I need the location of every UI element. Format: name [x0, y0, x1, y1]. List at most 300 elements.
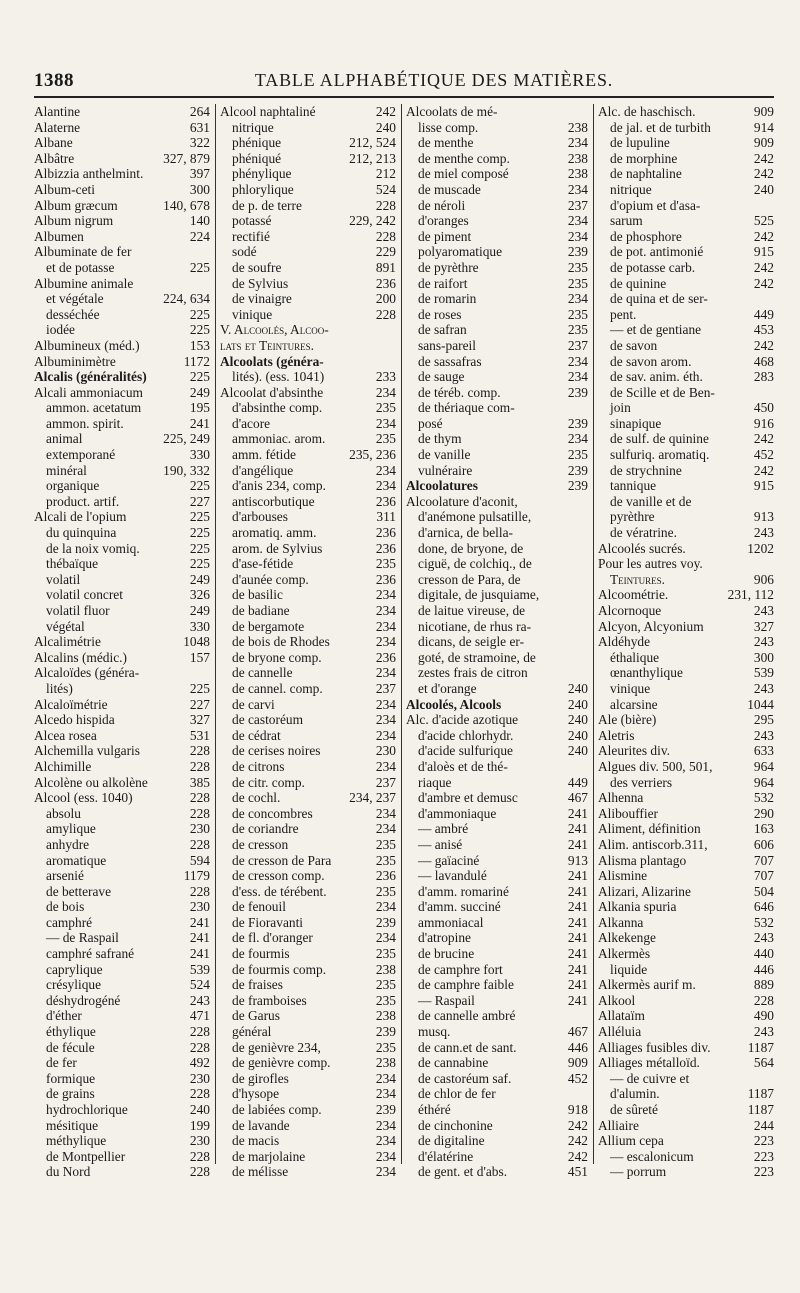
index-term: — escalonicum [610, 1148, 694, 1164]
index-page-ref: 234 [375, 384, 396, 400]
index-entry [34, 135, 210, 151]
index-term: de Fioravanti [232, 914, 304, 930]
index-page-ref: 243 [753, 727, 774, 743]
index-entry [34, 1118, 210, 1134]
index-page-ref: 234 [567, 213, 588, 229]
index-page-ref: 239 [375, 1024, 396, 1040]
index-term: de cannelle ambré [418, 1008, 516, 1024]
index-page-ref: 234 [567, 135, 588, 151]
index-entry [34, 431, 210, 447]
index-page-ref: 212, 524 [349, 135, 396, 151]
index-page-ref: 230 [189, 899, 210, 915]
index-entry [598, 603, 774, 619]
index-page-ref: 236 [375, 868, 396, 884]
index-entry [406, 307, 588, 323]
index-entry [598, 229, 774, 245]
index-page-ref: 452 [567, 1070, 588, 1086]
index-term: de cannel. comp. [232, 680, 323, 696]
index-page-ref: 237 [567, 337, 588, 353]
index-page-ref: 631 [189, 119, 210, 135]
index-entry [34, 853, 210, 869]
index-term: Alcoolés, Alcools [406, 696, 502, 712]
index-entry [220, 868, 396, 884]
index-page-ref: 539 [189, 961, 210, 977]
index-entry [220, 1164, 396, 1180]
index-entry [34, 1071, 210, 1087]
index-term: d'anémone pulsatille, [418, 509, 532, 525]
index-page-ref: 397 [189, 166, 210, 182]
index-page-ref: 239 [567, 415, 588, 431]
index-page-ref: 235 [375, 556, 396, 572]
index-entry [406, 946, 588, 962]
index-entry [220, 1133, 396, 1149]
index-term: — lavandulé [418, 868, 487, 884]
index-term: œnanthylique [610, 665, 683, 681]
index-term: lats et Teintures. [220, 337, 314, 353]
index-term: cresson de Para, de [418, 571, 521, 587]
index-entry [220, 572, 396, 588]
index-term: de fécule [46, 1039, 95, 1055]
index-term: arsenié [46, 868, 84, 884]
index-page-ref: 228 [189, 805, 210, 821]
index-page-ref: 440 [753, 946, 774, 962]
index-term: Alcedo hispida [34, 712, 115, 728]
index-entry [598, 650, 774, 666]
index-page-ref: 190, 332 [163, 462, 210, 478]
index-term: Albumen [34, 228, 84, 244]
index-page-ref: 234 [375, 696, 396, 712]
index-page-ref: 889 [753, 977, 774, 993]
page-number: 1388 [34, 70, 74, 91]
index-term: Alliages métalloïd. [598, 1055, 700, 1071]
index-term: de naphtaline [610, 166, 682, 182]
index-entry [34, 182, 210, 198]
index-entry [34, 307, 210, 323]
index-term: de morphine [610, 150, 678, 166]
index-term: product. artif. [46, 493, 120, 509]
index-entry [34, 930, 210, 946]
index-page-ref: 707 [753, 852, 774, 868]
index-term: formique [46, 1070, 96, 1086]
index-page-ref: 227 [189, 493, 210, 509]
index-term: Alisma plantago [598, 852, 687, 868]
index-entry [220, 463, 396, 479]
index-entry [406, 790, 588, 806]
index-page-ref: 909 [753, 104, 774, 119]
index-term: Alcaloïdes (généra- [34, 665, 140, 681]
index-page-ref: 234 [375, 727, 396, 743]
index-page-ref: 490 [753, 1008, 774, 1024]
index-entry [34, 962, 210, 978]
index-page-ref: 241 [567, 930, 588, 946]
index-entry [34, 229, 210, 245]
index-entry [220, 837, 396, 853]
index-page-ref: 241 [189, 914, 210, 930]
index-term: de romarin [418, 291, 477, 307]
index-entry [220, 728, 396, 744]
index-page-ref: 239 [567, 244, 588, 260]
index-term: de girofles [232, 1070, 289, 1086]
index-term: de bryone comp. [232, 649, 322, 665]
index-term: nitrique [610, 181, 652, 197]
index-page-ref: 234 [567, 353, 588, 369]
index-term: d'ambre et demusc [418, 790, 518, 806]
index-term: d'anis 234, comp. [232, 478, 326, 494]
index-entry [406, 853, 588, 869]
index-entry [406, 135, 588, 151]
index-term: — Raspail [418, 992, 475, 1008]
index-page-ref: 225 [189, 680, 210, 696]
index-entry [598, 478, 774, 494]
index-term: vinique [232, 306, 273, 322]
index-term: lités) [46, 680, 73, 696]
index-term: tannique [610, 478, 657, 494]
index-term: et de potasse [46, 259, 115, 275]
index-entry [220, 338, 396, 354]
index-entry [406, 431, 588, 447]
index-page-ref: 242 [375, 104, 396, 119]
index-term: Alliaire [598, 1117, 639, 1133]
index-page-ref: 228 [375, 228, 396, 244]
index-entry [406, 447, 588, 463]
index-term: de phosphore [610, 228, 682, 244]
index-term: Alhenna [598, 790, 644, 806]
index-entry [598, 525, 774, 541]
index-page-ref: 234 [375, 462, 396, 478]
index-term: de cédrat [232, 727, 281, 743]
index-term: Alcoolature d'aconit, [406, 493, 518, 509]
index-term: Albâtre [34, 150, 75, 166]
index-entry [220, 556, 396, 572]
index-term: done, de bryone, de [418, 540, 524, 556]
index-page-ref: 449 [753, 306, 774, 322]
index-term: de fourmis [232, 946, 290, 962]
index-page-ref: 633 [753, 743, 774, 759]
index-page-ref: 606 [753, 836, 774, 852]
index-entry [220, 276, 396, 292]
index-page-ref: 140 [189, 213, 210, 229]
index-page-ref: 234 [567, 369, 588, 385]
index-page-ref: 195 [189, 400, 210, 416]
index-term: camphré safrané [46, 946, 135, 962]
index-term: de cochl. [232, 790, 281, 806]
index-entry [406, 1133, 588, 1149]
index-term: sodé [232, 244, 257, 260]
index-term: Alcoolats (généra- [220, 353, 324, 369]
index-term: sulfuriq. aromatiq. [610, 447, 710, 463]
index-entry [220, 697, 396, 713]
index-entry [406, 120, 588, 136]
index-entry [34, 104, 210, 120]
index-page-ref: 1187 [747, 1102, 774, 1117]
index-entry [220, 494, 396, 510]
index-page-ref: 228 [189, 1086, 210, 1102]
index-term: de marjolaine [232, 1148, 306, 1164]
index-page-ref: 238 [375, 1055, 396, 1071]
index-page-ref: 327, 879 [163, 150, 210, 166]
index-term: nicotiane, de rhus ra- [418, 618, 532, 634]
index-term: aromatique [46, 852, 107, 868]
index-entry [34, 151, 210, 167]
index-entry [598, 1118, 774, 1134]
index-entry [220, 431, 396, 447]
index-term: Alantine [34, 104, 81, 119]
index-column-4 [598, 104, 774, 1180]
index-entry [598, 587, 774, 603]
index-page-ref: 234 [375, 1070, 396, 1086]
index-entry [406, 1164, 588, 1180]
index-term: de lupuline [610, 135, 670, 151]
index-page-ref: 243 [753, 634, 774, 650]
index-term: Alim. antiscorb.311, [598, 836, 708, 852]
index-term: ciguë, de colchiq., de [418, 556, 532, 572]
index-term: de labiées comp. [232, 1102, 322, 1117]
index-term: de castoréum saf. [418, 1070, 512, 1086]
index-page-ref: 235 [375, 883, 396, 899]
index-page-ref: 1202 [747, 540, 774, 556]
index-term: et d'orange [418, 680, 477, 696]
index-entry [220, 884, 396, 900]
index-page-ref: 241 [189, 930, 210, 946]
index-page-ref: 1048 [183, 634, 210, 650]
index-entry [406, 213, 588, 229]
index-page-ref: 234 [375, 415, 396, 431]
index-entry [34, 276, 210, 292]
index-page-ref: 163 [753, 821, 774, 837]
index-term: de cinchonine [418, 1117, 493, 1133]
index-term: de coriandre [232, 821, 299, 837]
index-term: Albuminimètre [34, 353, 116, 369]
index-term: de fl. d'oranger [232, 930, 313, 946]
index-page-ref: 915 [753, 478, 774, 494]
index-page-ref: 707 [753, 868, 774, 884]
index-term: de cannelle [232, 665, 293, 681]
index-term: de muscade [418, 181, 481, 197]
index-page-ref: 235 [567, 322, 588, 338]
index-page-ref: 225, 249 [163, 431, 210, 447]
index-term: phlorylique [232, 181, 294, 197]
index-term: d'ase-fétide [232, 556, 294, 572]
index-page-ref: 1187 [747, 1039, 774, 1055]
index-term: de carvi [232, 696, 275, 712]
index-term: des verriers [610, 774, 673, 790]
index-page-ref: 225 [189, 556, 210, 572]
index-page-ref: 236 [375, 540, 396, 556]
index-page-ref: 140, 678 [163, 197, 210, 213]
index-term: Alléluia [598, 1024, 642, 1040]
index-term: Alkania spuria [598, 899, 677, 915]
index-entry [406, 1071, 588, 1087]
index-page-ref: 234 [375, 1086, 396, 1102]
index-page-ref: 230 [189, 1070, 210, 1086]
index-term: d'aloès et de thé- [418, 758, 508, 774]
index-page-ref: 594 [189, 852, 210, 868]
index-page-ref: 235 [375, 431, 396, 447]
index-entry [598, 463, 774, 479]
index-entry [406, 494, 588, 510]
index-entry [598, 1164, 774, 1180]
index-page-ref: 153 [189, 337, 210, 353]
index-term: Aletris [598, 727, 635, 743]
index-term: d'angélique [232, 462, 294, 478]
index-page-ref: 241 [567, 836, 588, 852]
index-entry [34, 712, 210, 728]
index-page-ref: 234 [375, 821, 396, 837]
index-term: de sassafras [418, 353, 482, 369]
index-term: Alcool (ess. 1040) [34, 790, 133, 806]
index-entry [220, 120, 396, 136]
index-entry [34, 587, 210, 603]
index-term: — gaïaciné [418, 852, 480, 868]
index-entry [406, 166, 588, 182]
index-entry [598, 307, 774, 323]
index-page-ref: 238 [567, 150, 588, 166]
index-entry [598, 1040, 774, 1056]
index-entry [598, 837, 774, 853]
index-term: de savon [610, 337, 658, 353]
index-page-ref: 233 [375, 369, 396, 385]
index-page-ref: 228 [375, 306, 396, 322]
index-page-ref: 241 [567, 977, 588, 993]
index-page-ref: 918 [567, 1102, 588, 1117]
index-term: de savon arom. [610, 353, 692, 369]
index-column-1 [34, 104, 210, 1180]
index-term: de safran [418, 322, 467, 338]
index-entry [406, 1040, 588, 1056]
index-term: organique [46, 478, 100, 494]
index-entry [220, 759, 396, 775]
index-page-ref: 241 [567, 868, 588, 884]
index-entry [598, 853, 774, 869]
index-page-ref: 225 [189, 540, 210, 556]
index-page-ref: 249 [189, 571, 210, 587]
index-page-ref: 235 [375, 946, 396, 962]
index-entry [406, 463, 588, 479]
index-term: minéral [46, 462, 87, 478]
index-entry [406, 322, 588, 338]
index-entry [406, 915, 588, 931]
index-entry [220, 681, 396, 697]
index-term: d'aunée comp. [232, 571, 309, 587]
index-page-ref: 300 [753, 649, 774, 665]
index-term: dicans, de seigle er- [418, 634, 525, 650]
index-entry [34, 868, 210, 884]
index-term: de sûreté [610, 1102, 658, 1117]
index-page-ref: 532 [753, 914, 774, 930]
index-entry [34, 681, 210, 697]
index-entry [598, 572, 774, 588]
index-term: de bois de Rhodes [232, 634, 330, 650]
index-entry [598, 899, 774, 915]
index-term: Alaterne [34, 119, 81, 135]
index-page-ref: 234 [375, 618, 396, 634]
index-term: de cresson [232, 836, 289, 852]
index-entry [598, 806, 774, 822]
index-page-ref: 238 [567, 166, 588, 182]
index-entry [598, 962, 774, 978]
index-page-ref: 241 [567, 961, 588, 977]
index-entry [598, 120, 774, 136]
index-term: anhydre [46, 836, 90, 852]
index-term: Alcoométrie. [598, 587, 669, 603]
index-entry [598, 1149, 774, 1165]
index-page-ref: 234 [375, 930, 396, 946]
index-entry [598, 400, 774, 416]
index-term: Albizzia anthelmint. [34, 166, 144, 182]
index-term: Alliages fusibles div. [598, 1039, 711, 1055]
index-entry [220, 619, 396, 635]
index-entry [598, 198, 774, 214]
index-term: Alismine [598, 868, 648, 884]
index-term: caprylique [46, 961, 103, 977]
index-term: Alc. d'acide azotique [406, 712, 519, 728]
index-entry [34, 338, 210, 354]
index-term: d'absinthe comp. [232, 400, 323, 416]
index-term: Alchemilla vulgaris [34, 743, 140, 759]
index-term: de cresson de Para [232, 852, 332, 868]
index-entry [598, 354, 774, 370]
index-page-ref: 230 [189, 1133, 210, 1149]
index-page-ref: 235 [375, 1039, 396, 1055]
index-page-ref: 225 [189, 478, 210, 494]
index-page-ref: 212, 213 [349, 150, 396, 166]
index-entry [220, 291, 396, 307]
index-entry [406, 603, 588, 619]
index-entry [406, 681, 588, 697]
index-term: Alcoolatures [406, 478, 478, 494]
index-term: Alcoolats de mé- [406, 104, 498, 119]
index-entry [34, 525, 210, 541]
index-term: de fenouil [232, 899, 286, 915]
index-term: de Montpellier [46, 1148, 126, 1164]
index-page-ref: 283 [753, 369, 774, 385]
index-term: déshydrogéné [46, 992, 121, 1008]
index-entry [406, 837, 588, 853]
index-entry [220, 853, 396, 869]
index-entry [406, 525, 588, 541]
index-entry [598, 821, 774, 837]
index-term: Alcali de l'opium [34, 509, 127, 525]
index-entry [598, 276, 774, 292]
index-page-ref: 225 [189, 259, 210, 275]
index-page-ref: 231, 112 [727, 587, 774, 603]
index-term: Alkermès aurif m. [598, 977, 696, 993]
index-term: de concombres [232, 805, 313, 821]
index-page-ref: 452 [753, 447, 774, 463]
index-term: ammoniacal [418, 914, 484, 930]
index-page-ref: 467 [567, 790, 588, 806]
index-page-ref: 236 [375, 649, 396, 665]
index-term: mésitique [46, 1117, 99, 1133]
index-page-ref: 240 [567, 743, 588, 759]
index-page-ref: 228 [189, 1039, 210, 1055]
index-term: Alcornoque [598, 603, 662, 618]
index-entry [406, 556, 588, 572]
index-entry [406, 977, 588, 993]
index-entry [220, 322, 396, 338]
index-term: nitrique [232, 119, 274, 135]
index-entry [406, 587, 588, 603]
index-page-ref: 524 [189, 977, 210, 993]
index-term: d'acide sulfurique [418, 743, 513, 759]
index-term: Albane [34, 135, 73, 151]
index-term: Alizari, Alizarine [598, 883, 691, 899]
index-page-ref: 330 [189, 447, 210, 463]
index-term: d'alumin. [610, 1086, 660, 1102]
index-entry [34, 759, 210, 775]
index-page-ref: 524 [375, 181, 396, 197]
index-page-ref: 295 [753, 712, 774, 728]
